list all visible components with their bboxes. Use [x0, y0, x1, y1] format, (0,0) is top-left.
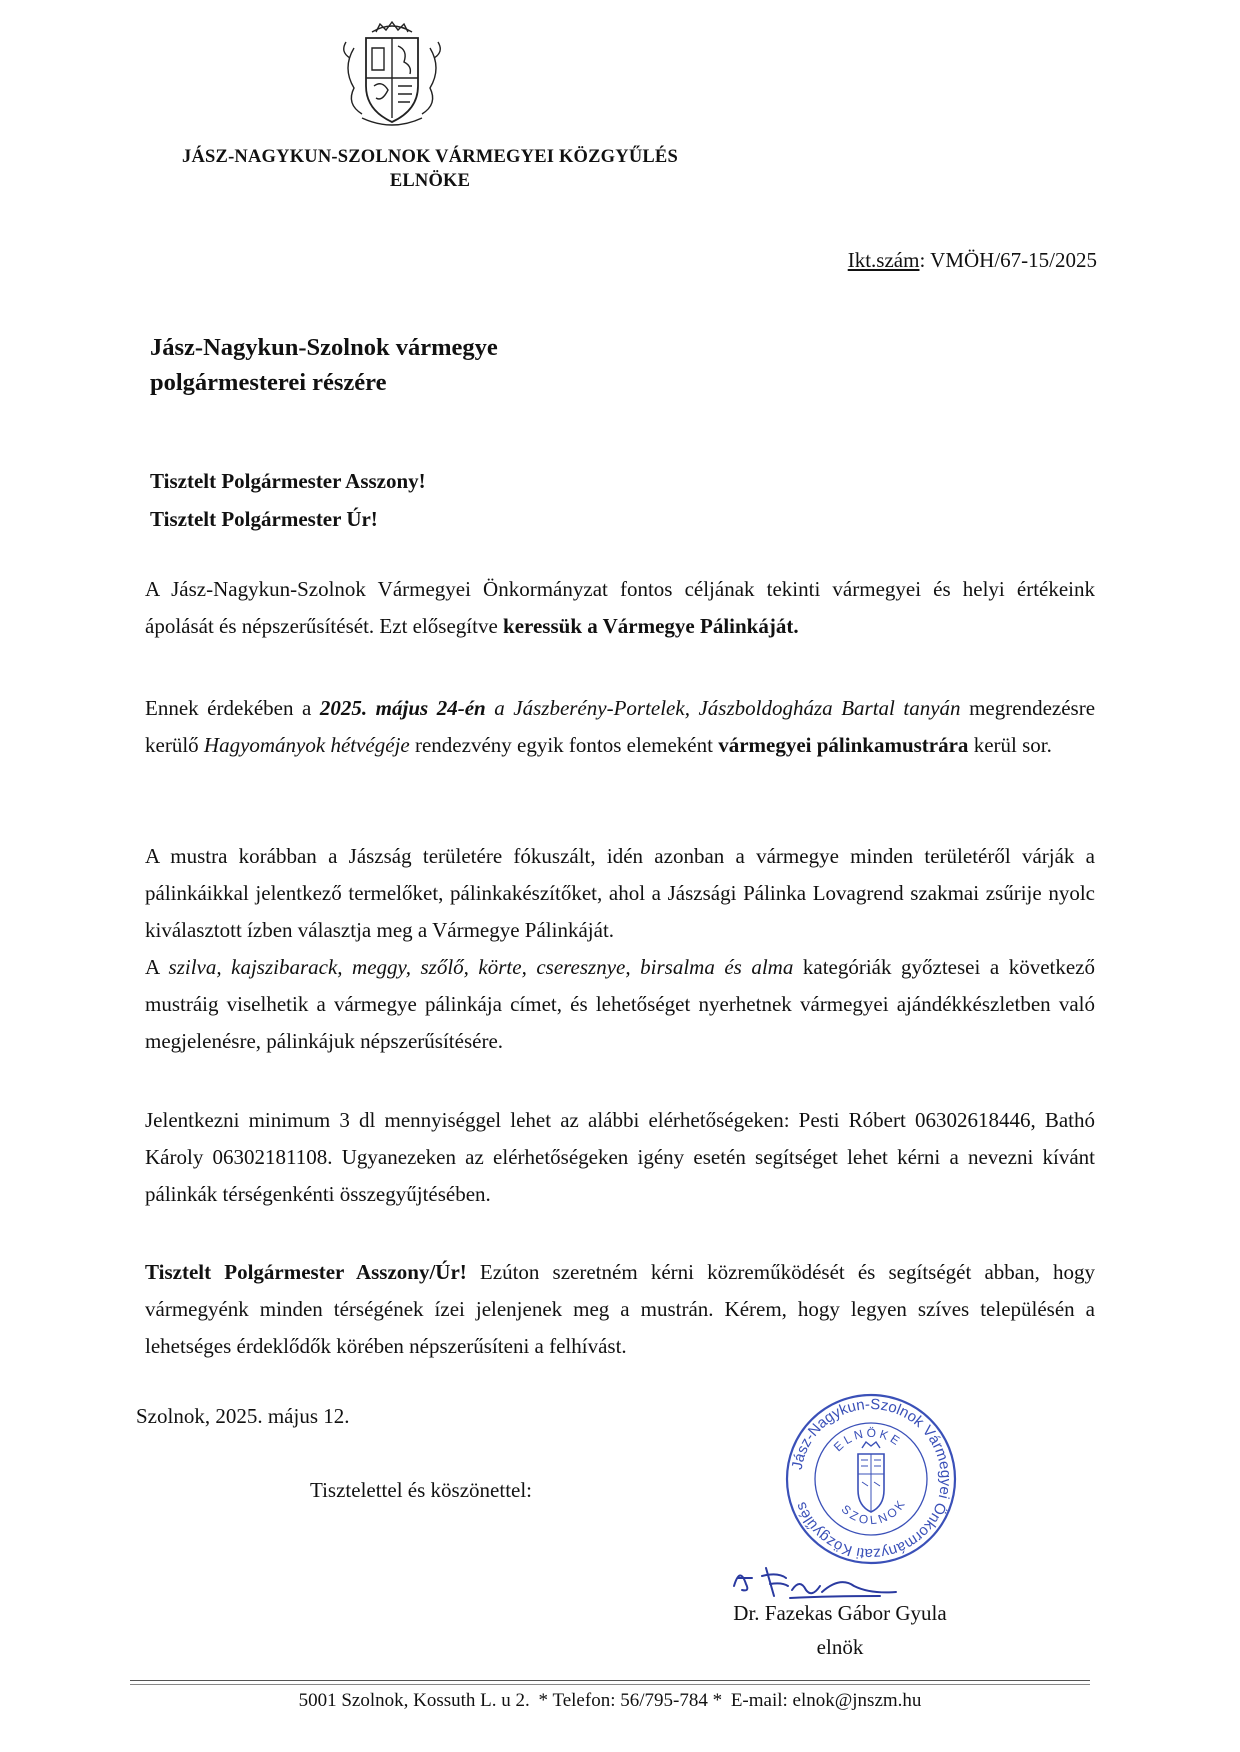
paragraph-intro [145, 571, 1095, 645]
stamp-bottom-text: SZOLNOK [838, 1495, 910, 1528]
addressee-line-2: polgármesterei részére [150, 369, 387, 396]
footer-divider [130, 1680, 1090, 1681]
paragraph-contact: Jelentkezni minimum 3 dl mennyiséggel lehet az alábbi elérhetőségeken: Pesti Róbert 06302618446, Bathó Károly 06302181108. Ugyanezeken az elérhetőségeken igény esetén segítséget lehet kérni a nevezni kívánt pálinkák térségenkénti összegyűjtésében. [145, 1108, 1095, 1206]
p2-event-name: Hagyományok hétvégéje [203, 733, 410, 757]
footer-divider-thin [130, 1684, 1090, 1685]
reference-value: : VMÖH/67-15/2025 [919, 248, 1097, 272]
p3-text-b: A [145, 955, 169, 979]
closing-phrase: Tisztelettel és köszönettel: [310, 1478, 533, 1502]
p3-text-d: kategóriák győztesei a következő mustráig viselhetik a vármegye pálinkája címet, és lehetőséget nyerhetnek vármegyei ajándékkészletben való megjelenésre, pálinkájuk népszerűsítésére. [145, 955, 1095, 1053]
p1-text: A Jász-Nagykun-Szolnok Vármegyei Önkormányzat fontos céljának tekinti vármegyei és helyi értékeink ápolását és népszerűsítését. Ezt elősegítve [145, 577, 1095, 638]
addressee-block [150, 330, 498, 400]
p2-text-d: megrendezésre kerülő [145, 696, 1096, 757]
p5-text: Ezúton szeretném kérni közreműködését és segítségét abban, hogy vármegyénk minden térségének ízei jelenjenek meg a mustrán. Kérem, hogy legyen szíves településén a lehetséges érdeklődők körében népszerűsíteni a felhívást. [145, 1260, 1095, 1358]
p2-emphasis: vármegyei pálinkamustrára [718, 733, 969, 757]
place-and-date: Szolnok, 2025. május 12. [136, 1404, 350, 1428]
footer-address: 5001 Szolnok, Kossuth L. u 2. [298, 1690, 530, 1711]
issuer-line-1: JÁSZ-NAGYKUN-SZOLNOK VÁRMEGYEI KÖZGYŰLÉS [182, 147, 678, 167]
p2-location: a Jászberény-Portelek, Jászboldogháza Bartal tanyán [485, 696, 961, 720]
signer-name: Dr. Fazekas Gábor Gyula [733, 1601, 947, 1625]
p2-text-a: Ennek érdekében a [145, 696, 320, 720]
p3-categories: szilva, kajszibarack, meggy, szőlő, körte, cseresznye, birsalma és alma [168, 955, 794, 979]
signer-block [700, 1596, 980, 1664]
p2-text-f: rendezvény egyik fontos elemeként [409, 733, 719, 757]
reference-number [848, 248, 1097, 273]
p5-salutation: Tisztelt Polgármester Asszony/Úr! [145, 1260, 467, 1284]
stamp-outer-text: Jász-Nagykun-Szolnok Vármegyei Önkormányzati Közgyűlés [788, 1395, 955, 1563]
paragraph-competition [145, 838, 1095, 1060]
salutation-line-1: Tisztelt Polgármester Asszony! [150, 469, 426, 493]
paragraph-event [145, 690, 1095, 764]
issuer-title [150, 145, 710, 193]
salutation-block [150, 462, 426, 538]
footer-email: E-mail: elnok@jnszm.hu [730, 1690, 922, 1711]
p2-date: 2025. május 24-én [319, 696, 486, 720]
official-stamp [782, 1390, 960, 1568]
footer-phone: * Telefon: 56/795-784 * [538, 1690, 723, 1711]
p3-text-a: A mustra korábban a Jászság területére fókuszált, idén azonban a vármegye minden területéről várják a pálinkáikkal jelentkező termelőket, pálinkakészítőket, ahol a Jászsági Pálinka Lovagrend szakmai zsűrije nyolc kiválasztott ízben választja meg a Vármegye Pálinkáját. [145, 844, 1095, 942]
p2-text-h: kerül sor. [968, 733, 1052, 757]
addressee-line-1: Jász-Nagykun-Szolnok vármegye [150, 334, 498, 361]
signer-title: elnök [816, 1635, 864, 1659]
footer-contact [130, 1690, 1090, 1712]
salutation-line-2: Tisztelt Polgármester Úr! [150, 507, 378, 531]
reference-label: Ikt.szám [847, 248, 920, 272]
issuer-line-2: ELNÖKE [389, 171, 471, 191]
paragraph-request [145, 1254, 1095, 1365]
stamp-top-text: ELNÖKE [830, 1425, 905, 1455]
county-crest-logo [332, 18, 452, 136]
p1-emphasis: keressük a Vármegye Pálinkáját. [503, 614, 799, 638]
